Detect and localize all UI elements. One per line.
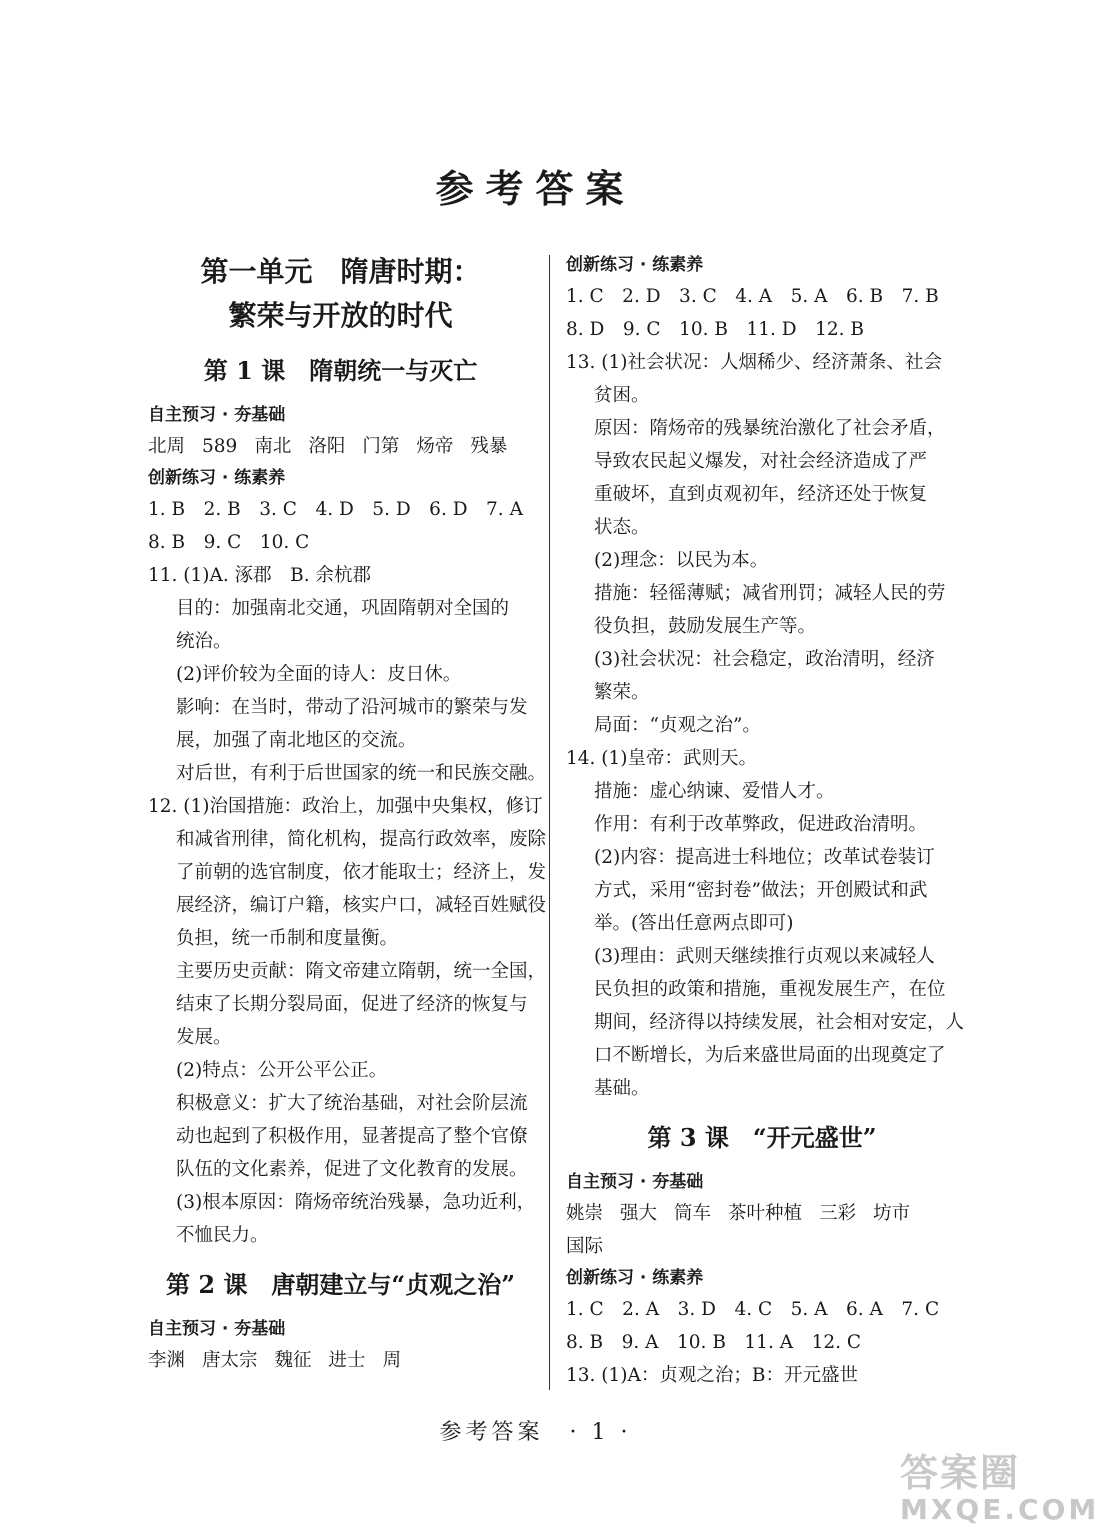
lesson-3-title: 第 3 课 “开元盛世” [647,1123,877,1152]
question-11-answer: 11. (1)A. 涿郡 B. 余杭郡 目的：加强南北交通，巩固隋朝对全国的 统治。 (2)评价较为全面的诗人：皮日休。 影响：在当时，带动了沿河城市的繁荣与发 展，加强了南北地区的交流。 对后世，有利于后世国家的统一和民族交融。 [148,565,547,784]
answer-word: 唐太宗 [202,1350,258,1371]
answer-word: 强大 [620,1203,658,1224]
answer-word: 茶叶种植 [728,1203,803,1224]
lesson-1-preview-answers [148,430,533,463]
answer-word: 筒车 [674,1203,712,1224]
lesson-3-preview-answers [566,1197,958,1230]
page-title: 参考答案 [435,166,636,211]
section-preview-heading: 自主预习 · 夯基础 [148,1319,286,1339]
answer-word: 门第 [362,436,400,457]
mc-answers-line: 8. B 9. C 10. C [148,532,310,553]
section-preview-heading: 自主预习 · 夯基础 [566,1172,704,1192]
watermark-logo [900,1451,1099,1532]
mc-answers-line: 8. B 9. A 10. B 11. A 12. C [566,1332,862,1353]
answer-word: 洛阳 [308,436,346,457]
section-preview-heading: 自主预习 · 夯基础 [148,405,286,425]
answer-word: 南北 [254,436,292,457]
page-footer: 参考答案 · 1 · [439,1420,632,1445]
answer-word: 李渊 [148,1350,186,1371]
left-column [148,250,547,1377]
watermark-text: 答案圈 [900,1451,1021,1495]
question-14-answer: 14. (1)皇帝：武则天。 措施：虚心纳谏、爱惜人才。 作用：有利于改革弊政，促进政治清明。 (2)内容：提高进士科地位；改革试卷装订 方式，采用“密封卷”做法；开创殿试和武 举。(答出任意两点即可) (3)理由：武则天继续推行贞观以来减轻人 民负担的政策和措施，重视发展生产，在位 期间，经济得以持续发展，社会相对安定，人 口不断增长，为后来盛世局面的出现奠定了 基础。 [566,748,965,1099]
answer-word: 姚崇 [566,1203,604,1224]
answer-word: 残暴 [470,436,508,457]
lesson-3-preview-answers-cont: 国际 [566,1236,604,1257]
watermark-domain: MXQE.COM [900,1493,1099,1526]
right-column [566,250,965,1392]
unit-title: 第一单元 隋唐时期： 繁荣与开放的时代 [200,255,481,332]
answer-word: 北周 [148,436,186,457]
answer-word: 589 [202,436,238,457]
lesson-1-title: 第 1 课 隋朝统一与灭亡 [203,356,478,385]
answer-word: 坊市 [873,1203,911,1224]
answer-word: 进士 [328,1350,366,1371]
mc-answers-line: 1. C 2. A 3. D 4. C 5. A 6. A 7. C [566,1299,940,1320]
mc-answers-line: 1. B 2. B 3. C 4. D 5. D 6. D 7. A [148,499,523,520]
mc-answers-line: 1. C 2. D 3. C 4. A 5. A 6. B 7. B [566,286,939,307]
question-13-answer: 13. (1)社会状况：人烟稀少、经济萧条、社会 贫困。 原因：隋炀帝的残暴统治激化了社会矛盾， 导致农民起义爆发，对社会经济造成了严 重破坏，直到贞观初年，经济还处于恢复 状态。 (2)理念：以民为本。 措施：轻徭薄赋；减省刑罚；减轻人民的劳 役负担，鼓励发展生产等。 (3)社会状况：社会稳定，政治清明，经济 繁荣。 局面：“贞观之治”。 [566,352,946,736]
mc-answers-line: 8. D 9. C 10. B 11. D 12. B [566,319,864,340]
answer-word: 周 [382,1350,402,1371]
answer-word: 炀帝 [416,436,454,457]
answer-word: 魏征 [274,1350,312,1371]
question-13-answer-lesson-3: 13. (1)A：贞观之治；B：开元盛世 [566,1365,858,1386]
answer-word: 三彩 [819,1203,857,1224]
section-practice-heading: 创新练习 · 练素养 [566,255,704,275]
section-practice-heading: 创新练习 · 练素养 [148,468,286,488]
column-divider [549,255,550,1390]
question-12-answer: 12. (1)治国措施：政治上，加强中央集权，修订 和减省刑律，简化机构，提高行政效率，废除 了前朝的选官制度，依才能取士；经济上，发 展经济，编订户籍，核实户口，减轻百姓赋役 负担，统一币制和度量衡。 主要历史贡献：隋文帝建立隋朝，统一全国， 结束了长期分裂局面，促进了经济的恢复与 发展。 (2)特点：公开公平公正。 积极意义：扩大了统治基础，对社会阶层流 动也起到了积极作用，显著提高了整个官僚 队伍的文化素养，促进了文化教育的发展。 (3)根本原因：隋炀帝统治残暴，急功近利， 不恤民力。 [148,796,547,1246]
lesson-2-title: 第 2 课 唐朝建立与“贞观之治” [165,1270,516,1299]
section-practice-heading: 创新练习 · 练素养 [566,1268,704,1288]
lesson-2-preview-answers [148,1344,533,1377]
